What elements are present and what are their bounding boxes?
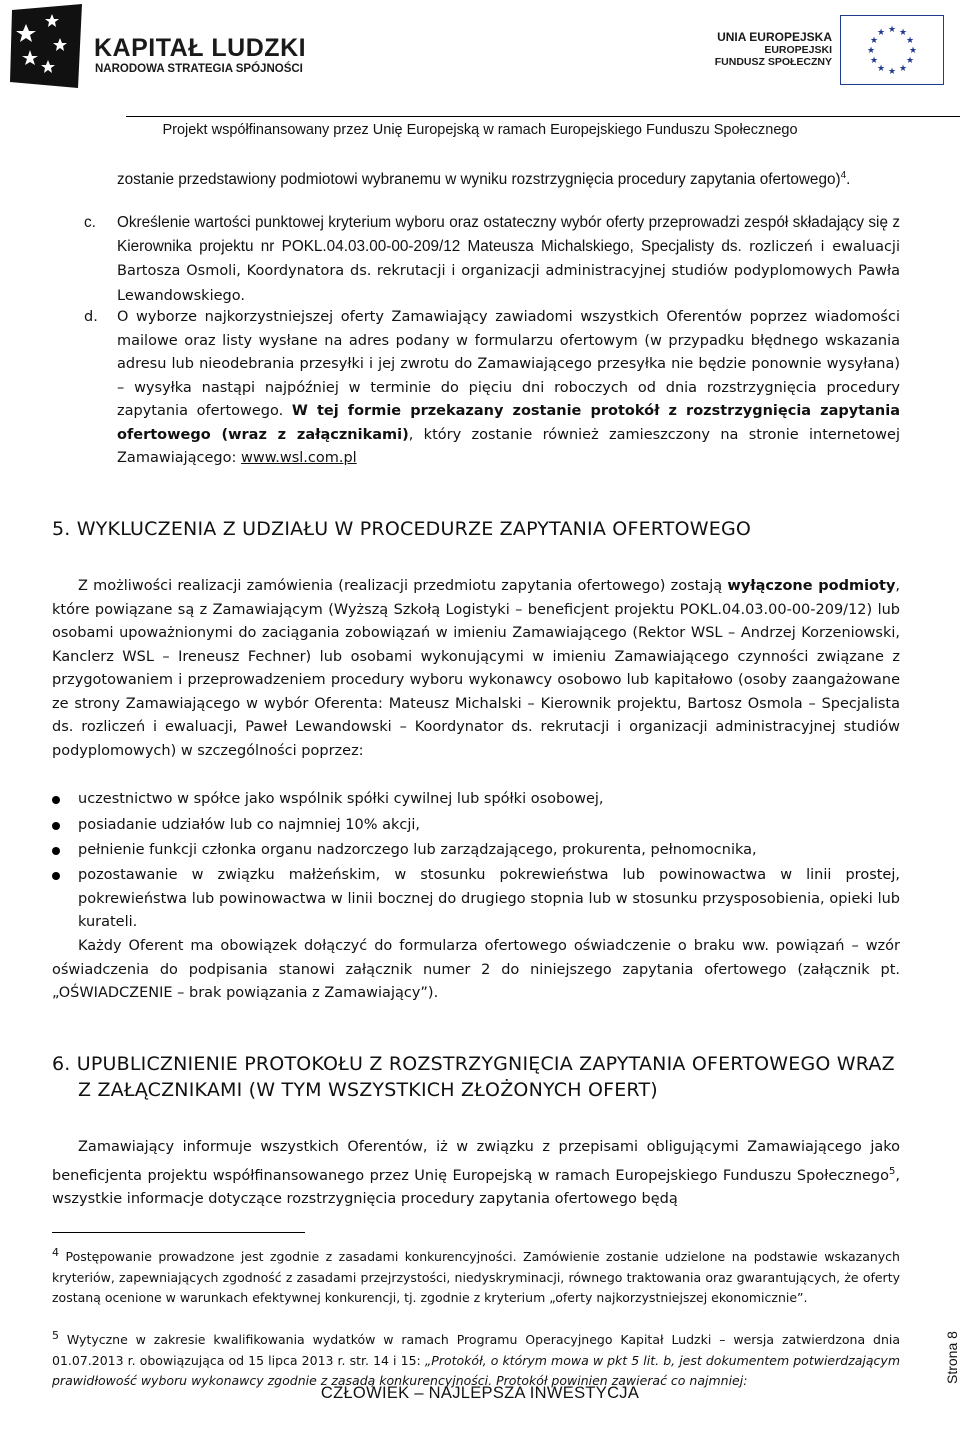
item-c-label: c.: [84, 214, 96, 231]
continuation-paragraph: [117, 164, 900, 192]
svg-text:★: ★: [876, 64, 886, 74]
bullet-item: pozostawanie w związku małżeńskim, w stosunku pokrewieństwa lub powinowactwa w linii prostej, pokrewieństwa lub powinowactwa w linii bocznej do drugiego stopnia lub w stosunku przysposobienia, opieki lub kurateli.: [78, 867, 900, 930]
section-6-heading-line2: Z ZAŁĄCZNIKAMI (W TYM WSZYSTKICH ZŁOŻONYCH OFERT): [78, 1079, 658, 1101]
footnote-5-text: Wytyczne w zakresie kwalifikowania wydatków w ramach Programu Operacyjnego Kapitał Ludzki – wersja zatwierdzona dnia 01.07.2013 r. obowiązująca od 15 lipca 2013 r. str. 14 i 15:: [52, 1332, 900, 1368]
item-d-text: O wyborze najkorzystniejszej oferty Zamawiający zawiadomi wszystkich Oferentów poprzez wiadomości mailowe oraz listy wysłane na adres podany w formularzu ofertowym (w przypadku błędnego wskazania adresu lub nieodebrania przesyłki i jej zwrotu do Zamawiającego przesyłka nie będzie ponownie wysyłana) – wysyłka nastąpi najpóźniej w terminie do pięciu dni roboczych od dnia rozstrzygnięcia procedury zapytania ofertowego.: [117, 309, 900, 419]
bullet-dot: [52, 822, 60, 830]
footnote-4: [52, 1243, 900, 1309]
section-5-statement-paragraph: Każdy Oferent ma obowiązek dołączyć do formularza ofertowego oświadczenie o braku ww. powiązań – wzór oświadczenia do podpisania stanowi załącznik numer 2 do niniejszego zapytania ofertowego (załącznik pt. „OŚWIADCZENIE – brak powiązania z Zamawiający”).: [52, 938, 900, 1001]
eu-fund-line2: FUNDUSZ SPOŁECZNY: [714, 56, 832, 68]
footnote-4-text: Postępowanie prowadzone jest zgodnie z zasadami konkurencyjności. Zamówienie zostanie udzielone na podstawie wskazanych kryteriów, zapewniających zgodność z zasadami przejrzystości, niedyskryminacji, równego traktowania oraz gwarantujących, że oferty zostaną ocenione w warunkach efektywnej konkurencji, tj. zgodnie z kryterium „oferty najkorzystniejszej ekonomicznie”.: [52, 1249, 900, 1306]
footnote-5: [52, 1326, 900, 1392]
footer-slogan: CZŁOWIEK – NAJLEPSZA INWESTYCJA: [320, 1384, 640, 1402]
item-d-label: d.: [84, 309, 98, 325]
eu-fund-line1: EUROPEJSKI: [764, 44, 832, 56]
svg-text:★: ★: [887, 25, 897, 35]
section-5-p1-a: Z możliwości realizacji zamówienia (realizacji przedmiotu zapytania ofertowego) zostają: [78, 578, 723, 594]
svg-text:★: ★: [898, 64, 908, 74]
item-c-text-c: rekrutacji i organizacji administracyjnej studiów podyplomowych Pawła Lewandowskiego.: [117, 263, 900, 304]
svg-text:★: ★: [908, 46, 918, 56]
item-d-tail: , który zostanie również zamieszczony na stronie internetowej Zamawiającego:: [117, 426, 900, 466]
svg-text:★: ★: [876, 28, 886, 38]
eu-text-block: [706, 30, 832, 68]
section-6-heading-line1: 6. UPUBLICZNIENIE PROTOKOŁU Z ROZSTRZYGNIĘCIA ZAPYTANIA OFERTOWEGO WRAZ: [52, 1053, 895, 1075]
bullet-item: posiadanie udziałów lub co najmniej 10% akcji,: [78, 817, 421, 833]
section-6-p1-b: , wszystkie informacje dotyczące rozstrzygnięcia procedury zapytania ofertowego będą: [52, 1167, 900, 1207]
section-5-p1-bold: wyłączone podmioty: [727, 578, 896, 594]
footnote-5-quote: „Protokół, o którym mowa w pkt 5 lit. b, jest dokumentem potwierdzającym prawidłowość wyboru wykonawcy zgodnie z zasadą konkurencyjności. Protokół powinien zawierać co najmniej:: [52, 1352, 900, 1389]
kapital-ludzki-emblem-icon: [8, 2, 86, 90]
section-5-heading: 5. WYKLUCZENIA Z UDZIAŁU W PROCEDURZE ZAPYTANIA OFERTOWEGO: [52, 518, 752, 540]
header-divider: [126, 116, 960, 117]
svg-text:★: ★: [898, 28, 908, 38]
eu-stars-icon: [840, 15, 944, 85]
footnote-4-number: 4: [52, 1246, 59, 1259]
project-cofinancing-line: Projekt współfinansowany przez Unię Europejską w ramach Europejskiego Funduszu Społecznego: [162, 122, 798, 138]
bullet-dot: [52, 796, 60, 804]
bullet-item: uczestnictwo w spółce jako wspólnik spółki cywilnej lub spółki osobowej,: [78, 791, 604, 807]
svg-text:★: ★: [887, 67, 897, 77]
section-5-p1-b: , które powiązane są z Zamawiającym (Wyższą Szkołą Logistyki – beneficjent projektu POKL.04.03.00-00-209/12) lub osobami upoważnionymi do zaciągania zobowiązań w imieniu Zamawiającego (Rektor WSL – Andrzej Korzeniowski, Kanclerz WSL – Ireneusz Fechner) lub osobami wykonującymi w imieniu Zamawiającego czynności związane z przygotowaniem i przeprowadzeniem procedury wyboru wykonawcy osobowo lub kapitałowo (osoby zaangażowane ze strony Zamawiającego w wybór Oferenta: Mateusz Michalski – Kierownik projektu, Bartosz Osmola – Specjalista ds. rozliczeń i ewaluacji, Paweł Lewandowski – Koordynator ds. rekrutacji i organizacji administracyjnej studiów podyplomowych) w szczególności poprzez:: [52, 578, 901, 759]
continuation-text: zostanie przedstawiony podmiotowi wybranemu w wyniku rozstrzygnięcia procedury zapytania ofertowego): [117, 171, 841, 189]
footnote-divider: [52, 1232, 305, 1233]
item-c-text-a: Określenie wartości punktowej kryterium wyboru oraz ostateczny wybór oferty przeprowadzi zespół składający się z Kierownika projektu nr POKL.04.03.00-00-209/12 Mateusza Michalskiego, Specjalisty ds.: [117, 214, 900, 255]
svg-text:★: ★: [905, 56, 915, 66]
svg-text:★: ★: [869, 56, 879, 66]
item-c-paragraph: [117, 211, 900, 308]
svg-text:★: ★: [869, 36, 879, 46]
kapital-ludzki-logo: [8, 2, 86, 90]
item-d-paragraph: [117, 306, 900, 471]
item-c-text-b: rozliczeń i ewaluacji Bartosza Osmoli, Koordynatora ds.: [117, 238, 900, 279]
eu-flag-logo: [840, 15, 944, 85]
eu-title: UNIA EUROPEJSKA: [717, 30, 832, 44]
kapital-ludzki-title: KAPITAŁ LUDZKI: [94, 34, 307, 62]
item-d-bold-text: W tej formie przekazany zostanie protokół z rozstrzygnięcia zapytania ofertowego (wraz z załącznikami): [117, 403, 901, 443]
footnote-ref-5[interactable]: 5: [889, 1165, 896, 1177]
section-6-p1-a: Zamawiający informuje wszystkich Oferentów, iż w związku z przepisami obligującymi Zamawiającego jako beneficjenta projektu współfinansowanego przez Unię Europejską w ramach Europejskiego Funduszu Społecznego: [52, 1139, 900, 1184]
continuation-end: .: [846, 171, 851, 189]
wsl-website-link[interactable]: www.wsl.com.pl: [240, 450, 357, 466]
kapital-ludzki-subtitle: NARODOWA STRATEGIA SPÓJNOŚCI: [95, 63, 303, 75]
section-6-paragraph: [52, 1136, 900, 1211]
footnote-5-number: 5: [52, 1329, 59, 1342]
section-5-paragraph: [52, 575, 900, 763]
bullet-dot: [52, 872, 60, 880]
footnote-ref-4[interactable]: 4: [840, 170, 847, 181]
svg-text:★: ★: [905, 36, 915, 46]
bullet-dot: [52, 847, 60, 855]
svg-text:★: ★: [866, 46, 876, 56]
bullet-item: pełnienie funkcji członka organu nadzorczego lub zarządzającego, prokurenta, pełnomocnika,: [78, 842, 757, 858]
page-number: Strona 8: [944, 1331, 960, 1384]
